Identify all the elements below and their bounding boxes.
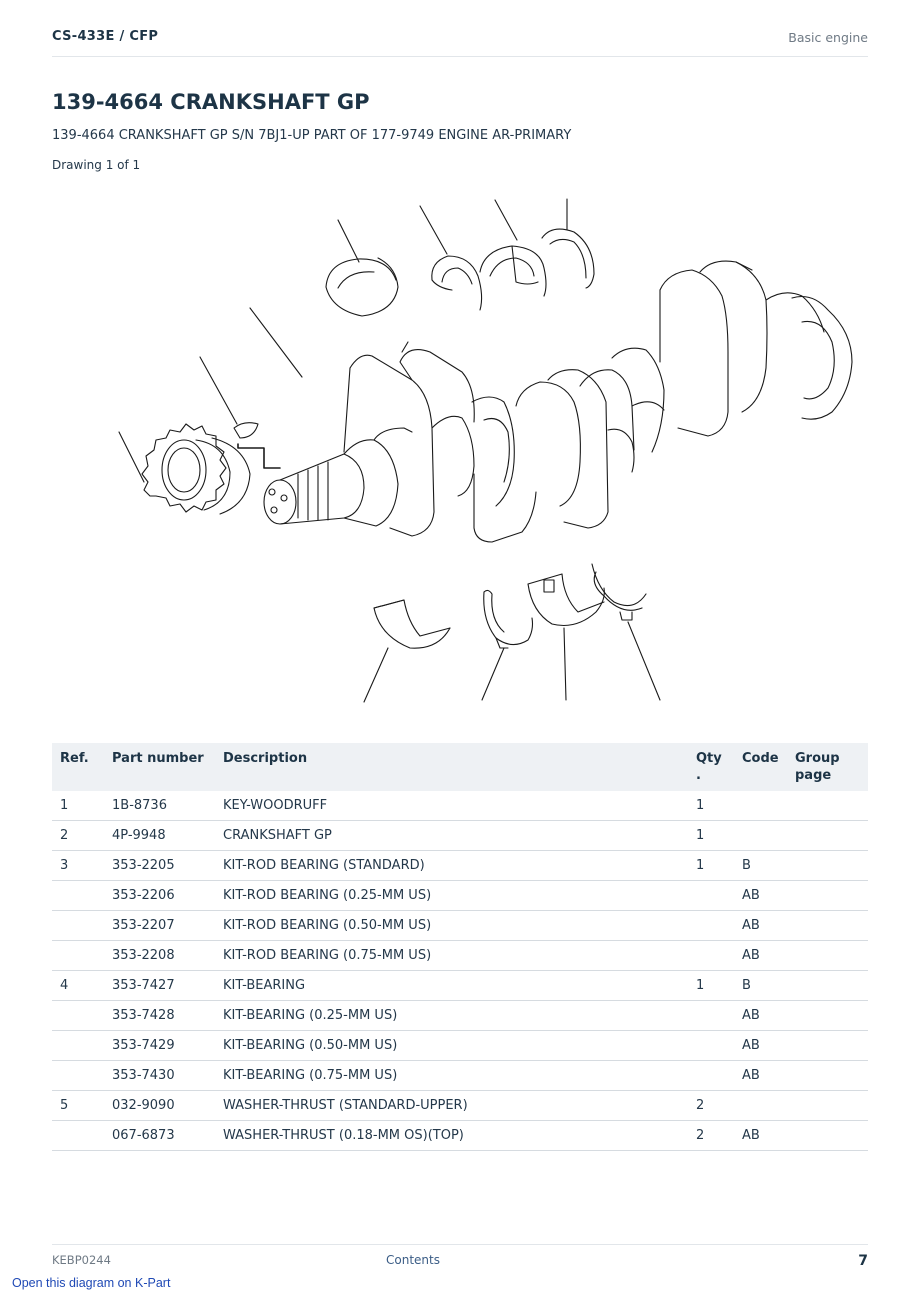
cell-part-number: 353-2207 — [104, 911, 215, 941]
cell-group-page — [787, 911, 868, 941]
cell-qty: 1 — [688, 971, 734, 1001]
leader-lines-top — [119, 199, 567, 482]
cell-qty: 1 — [688, 791, 734, 821]
cell-code — [734, 791, 787, 821]
breadcrumb: CS-433E / CFP — [52, 29, 159, 44]
crankshaft-gear — [142, 424, 250, 514]
cell-ref: 5 — [52, 1091, 104, 1121]
page-footer — [52, 1244, 868, 1275]
cell-code: AB — [734, 1061, 787, 1091]
woodruff-key — [234, 423, 280, 468]
document-page — [52, 0, 868, 1300]
table-row — [52, 941, 868, 971]
cell-qty — [688, 941, 734, 971]
cell-description: KIT-ROD BEARING (0.75-MM US) — [215, 941, 688, 971]
cell-qty: 1 — [688, 851, 734, 881]
table-row — [52, 1091, 868, 1121]
cell-code: AB — [734, 941, 787, 971]
cell-part-number: 4P-9948 — [104, 821, 215, 851]
cell-ref: 2 — [52, 821, 104, 851]
table-row — [52, 821, 868, 851]
page-header — [52, 29, 868, 57]
cell-description: KIT-ROD BEARING (0.25-MM US) — [215, 881, 688, 911]
cell-group-page — [787, 1061, 868, 1091]
cell-code — [734, 821, 787, 851]
cell-code — [734, 1091, 787, 1121]
cell-ref — [52, 941, 104, 971]
table-row — [52, 971, 868, 1001]
cell-qty — [688, 911, 734, 941]
bearing-shell-lower-3 — [528, 574, 604, 626]
col-group-page: Group page — [787, 743, 868, 791]
bearing-shell-lower-2 — [484, 590, 533, 648]
cell-ref: 1 — [52, 791, 104, 821]
cell-qty — [688, 1001, 734, 1031]
cell-ref: 3 — [52, 851, 104, 881]
cell-ref — [52, 881, 104, 911]
col-part-number: Part number — [104, 743, 215, 791]
cell-ref — [52, 911, 104, 941]
drawing-number: Drawing 1 of 1 — [52, 158, 141, 172]
parts-table — [52, 743, 868, 1151]
col-ref: Ref. — [52, 743, 104, 791]
bearing-shell-upper-2 — [432, 256, 482, 310]
cell-description: KIT-BEARING (0.25-MM US) — [215, 1001, 688, 1031]
col-code: Code — [734, 743, 787, 791]
page-subtitle: 139-4664 CRANKSHAFT GP S/N 7BJ1-UP PART OF 177-9749 ENGINE AR-PRIMARY — [52, 128, 572, 143]
cell-code: B — [734, 971, 787, 1001]
cell-code: AB — [734, 1001, 787, 1031]
bearing-shell-upper-3 — [480, 246, 546, 296]
cell-part-number: 032-9090 — [104, 1091, 215, 1121]
cell-part-number: 353-7427 — [104, 971, 215, 1001]
table-row — [52, 791, 868, 821]
crankshaft-exploded-diagram — [112, 192, 872, 712]
cell-ref: 4 — [52, 971, 104, 1001]
cell-part-number: 353-2206 — [104, 881, 215, 911]
cell-part-number: 353-7430 — [104, 1061, 215, 1091]
cell-part-number: 353-7429 — [104, 1031, 215, 1061]
cell-code: B — [734, 851, 787, 881]
cell-group-page — [787, 971, 868, 1001]
cell-part-number: 353-2205 — [104, 851, 215, 881]
col-qty: Qty . — [688, 743, 734, 791]
table-row — [52, 851, 868, 881]
cell-qty — [688, 1061, 734, 1091]
cell-group-page — [787, 851, 868, 881]
cell-part-number: 067-6873 — [104, 1121, 215, 1151]
page-title: 139-4664 CRANKSHAFT GP — [52, 90, 370, 114]
cell-description: WASHER-THRUST (0.18-MM OS)(TOP) — [215, 1121, 688, 1151]
leader-lines-bottom — [364, 622, 660, 702]
cell-qty — [688, 881, 734, 911]
cell-description: KIT-BEARING — [215, 971, 688, 1001]
cell-part-number: 1B-8736 — [104, 791, 215, 821]
thrust-washer-upper — [542, 229, 594, 288]
cell-group-page — [787, 1031, 868, 1061]
cell-part-number: 353-7428 — [104, 1001, 215, 1031]
cell-group-page — [787, 821, 868, 851]
cell-description: KIT-BEARING (0.50-MM US) — [215, 1031, 688, 1061]
cell-group-page — [787, 881, 868, 911]
cell-ref — [52, 1121, 104, 1151]
cell-group-page — [787, 1121, 868, 1151]
cell-code: AB — [734, 911, 787, 941]
section-label: Basic engine — [788, 30, 868, 45]
cell-ref — [52, 1031, 104, 1061]
open-in-kpart-link[interactable]: Open this diagram on K-Part — [12, 1276, 171, 1290]
cell-description: KIT-ROD BEARING (0.50-MM US) — [215, 911, 688, 941]
cell-code: AB — [734, 881, 787, 911]
cell-group-page — [787, 1091, 868, 1121]
cell-qty: 1 — [688, 821, 734, 851]
cell-description: CRANKSHAFT GP — [215, 821, 688, 851]
document-id: KEBP0244 — [52, 1253, 111, 1267]
crankshaft — [264, 261, 852, 542]
table-row — [52, 1031, 868, 1061]
cell-ref — [52, 1001, 104, 1031]
cell-qty: 2 — [688, 1091, 734, 1121]
table-row — [52, 911, 868, 941]
bearing-shell-upper-1 — [326, 258, 398, 316]
cell-group-page — [787, 941, 868, 971]
table-header-row — [52, 743, 868, 791]
table-row — [52, 1121, 868, 1151]
cell-description: KIT-ROD BEARING (STANDARD) — [215, 851, 688, 881]
cell-part-number: 353-2208 — [104, 941, 215, 971]
cell-group-page — [787, 791, 868, 821]
cell-qty — [688, 1031, 734, 1061]
cell-description: WASHER-THRUST (STANDARD-UPPER) — [215, 1091, 688, 1121]
cell-group-page — [787, 1001, 868, 1031]
cell-code: AB — [734, 1121, 787, 1151]
table-row — [52, 881, 868, 911]
cell-code: AB — [734, 1031, 787, 1061]
cell-ref — [52, 1061, 104, 1091]
table-row — [52, 1061, 868, 1091]
contents-link[interactable]: Contents — [386, 1253, 440, 1267]
cell-description: KEY-WOODRUFF — [215, 791, 688, 821]
col-description: Description — [215, 743, 688, 791]
cell-qty: 2 — [688, 1121, 734, 1151]
table-row — [52, 1001, 868, 1031]
bearing-shell-lower-1 — [374, 600, 450, 648]
cell-description: KIT-BEARING (0.75-MM US) — [215, 1061, 688, 1091]
page-number: 7 — [858, 1253, 868, 1269]
thrust-washer-lower — [592, 564, 646, 620]
